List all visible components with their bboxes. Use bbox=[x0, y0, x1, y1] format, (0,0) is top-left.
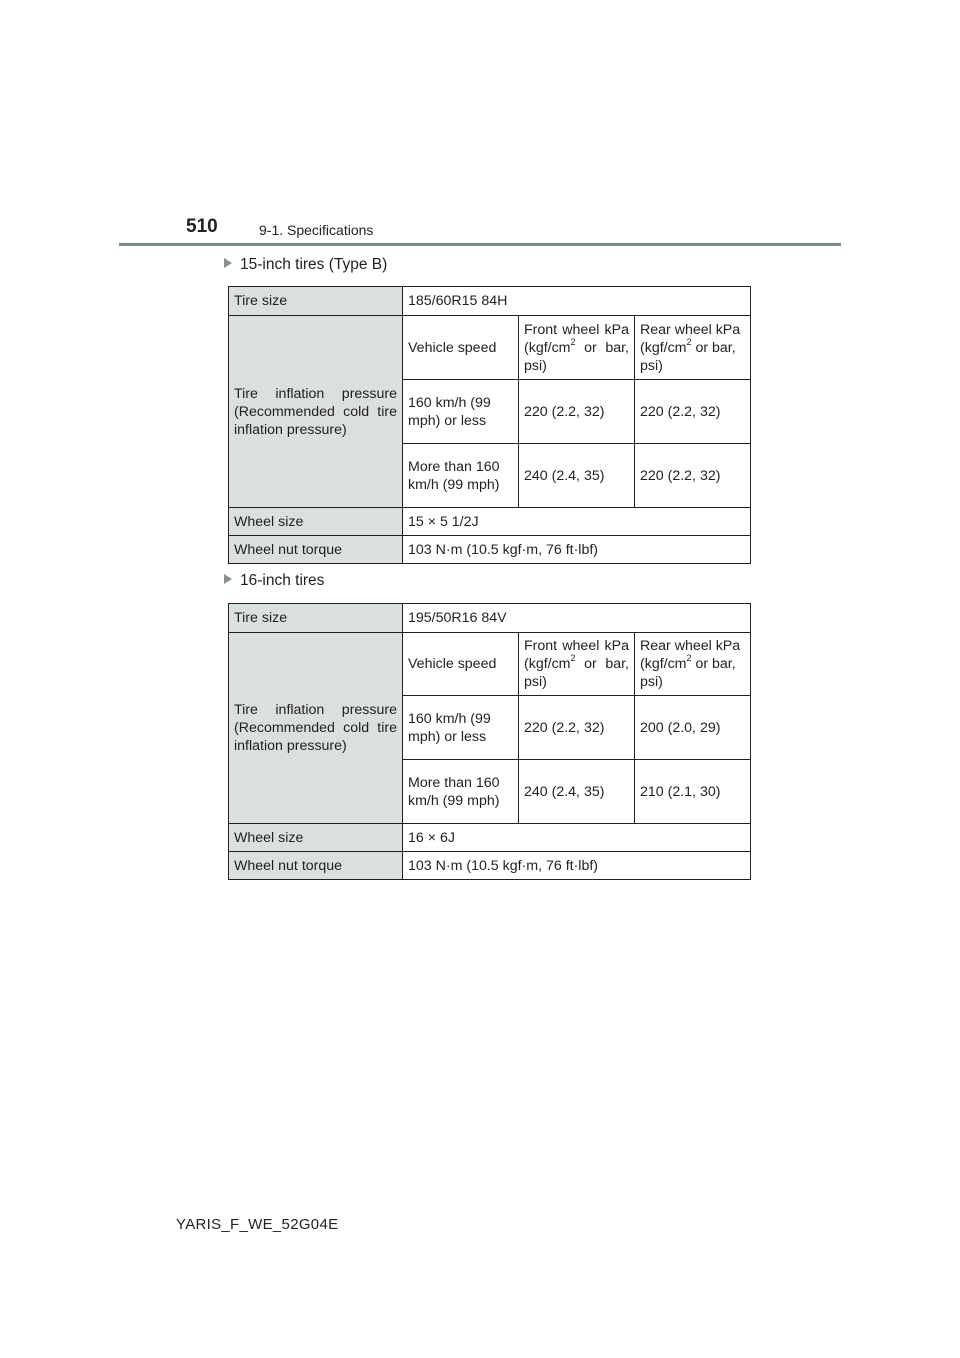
section-title: 9-1. Specifications bbox=[259, 222, 374, 238]
rear-pressure-cell: 210 (2.1, 30) bbox=[635, 760, 751, 824]
tire-size-value: 195/50R16 84V bbox=[403, 604, 751, 633]
wheel-size-label: Wheel size bbox=[229, 824, 403, 852]
front-pressure-cell: 240 (2.4, 35) bbox=[519, 760, 635, 824]
page-number: 510 bbox=[186, 216, 218, 237]
section-heading-15-inch bbox=[224, 256, 387, 274]
table-row bbox=[229, 604, 751, 633]
wheel-size-value: 15 × 5 1/2J bbox=[403, 508, 751, 536]
rear-wheel-header: Rear wheel kPa ($kgf/cm^2$ or bar, psi) bbox=[635, 316, 751, 380]
section-heading-16-inch bbox=[224, 572, 324, 590]
tire-inflation-label: Tire inflation pressure (Recommended cold tire inflation pressure) bbox=[229, 316, 403, 508]
heading-text: 16-inch tires bbox=[240, 572, 325, 589]
footer-document-code: YARIS_F_WE_52G04E bbox=[176, 1216, 339, 1233]
wheel-nut-torque-value: 103 N·m (10.5 kgf·m, 76 ft·lbf) bbox=[403, 852, 751, 880]
table-row bbox=[229, 508, 751, 536]
tire-size-value: 185/60R15 84H bbox=[403, 287, 751, 316]
rear-pressure-cell: 220 (2.2, 32) bbox=[635, 380, 751, 444]
rear-wheel-header: Rear wheel kPa ($kgf/cm^2$ or bar, psi) bbox=[635, 633, 751, 696]
triangle-bullet-icon bbox=[224, 258, 232, 268]
speed-cell: More than 160 km/h (99 mph) bbox=[403, 444, 519, 508]
heading-text: 15-inch tires (Type B) bbox=[240, 256, 388, 273]
wheel-nut-torque-value: 103 N·m (10.5 kgf·m, 76 ft·lbf) bbox=[403, 536, 751, 564]
tire-inflation-label: Tire inflation pressure (Recommended cold tire inflation pressure) bbox=[229, 633, 403, 824]
front-wheel-header: Front wheel kPa ($kgf/cm^2$ or bar, psi) bbox=[519, 633, 635, 696]
wheel-size-value: 16 × 6J bbox=[403, 824, 751, 852]
speed-cell: 160 km/h (99 mph) or less bbox=[403, 380, 519, 444]
tire-size-label: Tire size bbox=[229, 287, 403, 316]
table-row bbox=[229, 536, 751, 564]
vehicle-speed-header: Vehicle speed bbox=[403, 316, 519, 380]
rear-pressure-cell: 200 (2.0, 29) bbox=[635, 696, 751, 760]
front-wheel-header: Front wheel kPa ($kgf/cm^2$ or bar, psi) bbox=[519, 316, 635, 380]
triangle-bullet-icon bbox=[224, 574, 232, 584]
tire-spec-table-15-inch bbox=[228, 286, 751, 564]
vehicle-speed-header: Vehicle speed bbox=[403, 633, 519, 696]
wheel-nut-torque-label: Wheel nut torque bbox=[229, 536, 403, 564]
table-row bbox=[229, 633, 751, 696]
rear-pressure-cell: 220 (2.2, 32) bbox=[635, 444, 751, 508]
speed-cell: More than 160 km/h (99 mph) bbox=[403, 760, 519, 824]
table-row bbox=[229, 824, 751, 852]
speed-cell: 160 km/h (99 mph) or less bbox=[403, 696, 519, 760]
table-row bbox=[229, 287, 751, 316]
header-rule bbox=[119, 243, 841, 246]
tire-spec-table-16-inch bbox=[228, 603, 751, 880]
tire-size-label: Tire size bbox=[229, 604, 403, 633]
table-row bbox=[229, 316, 751, 380]
wheel-size-label: Wheel size bbox=[229, 508, 403, 536]
wheel-nut-torque-label: Wheel nut torque bbox=[229, 852, 403, 880]
table-row bbox=[229, 852, 751, 880]
front-pressure-cell: 240 (2.4, 35) bbox=[519, 444, 635, 508]
front-pressure-cell: 220 (2.2, 32) bbox=[519, 696, 635, 760]
front-pressure-cell: 220 (2.2, 32) bbox=[519, 380, 635, 444]
